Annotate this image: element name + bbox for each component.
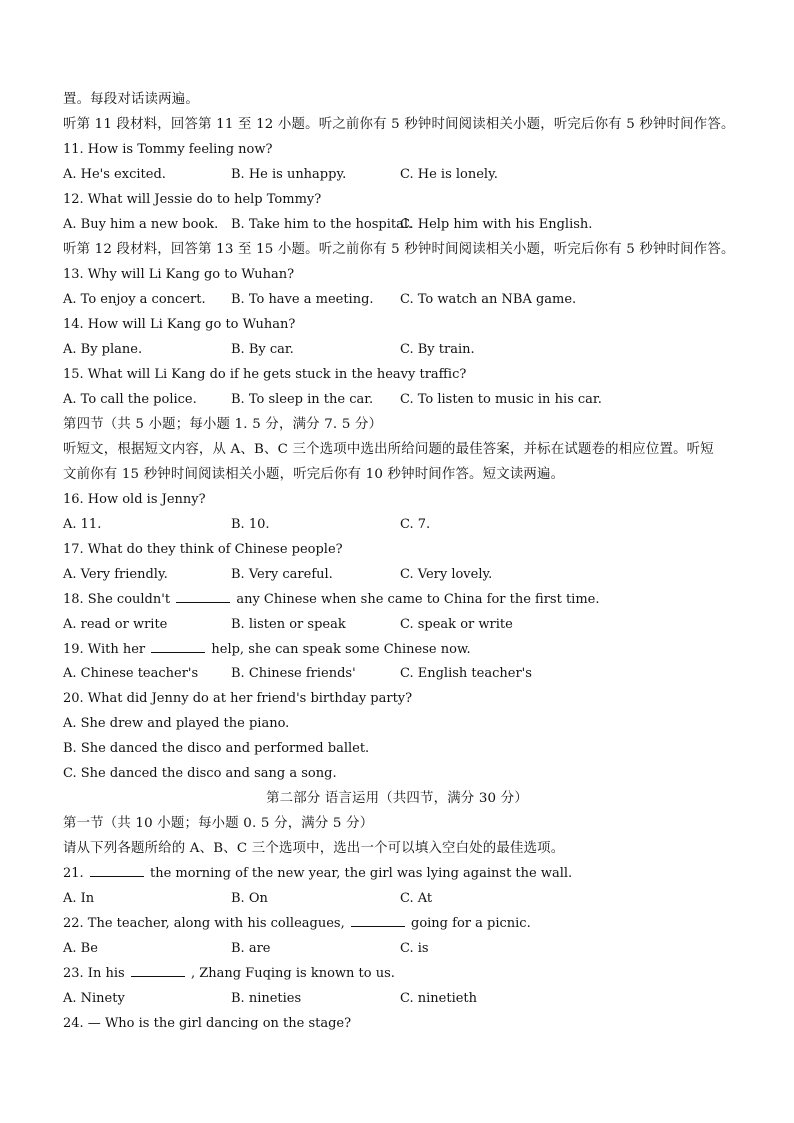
stem-text: any Chinese when she came to China for the first time. (236, 592, 600, 607)
option-c: C. To listen to music in his car. (400, 392, 602, 407)
option-b: B. To have a meeting. (231, 292, 374, 307)
stem-text: 18. She couldn't (63, 592, 171, 607)
question-stem: 24. — Who is the girl dancing on the stage? (63, 1016, 352, 1031)
option-b: B. 10. (231, 517, 270, 532)
question-stem: 11. How is Tommy feeling now? (63, 142, 273, 157)
instruction-line: 置。每段对话读两遍。 (63, 92, 199, 107)
option-c: C. At (400, 891, 433, 906)
stem-text: 21. (63, 866, 84, 881)
answer-blank (151, 640, 205, 653)
option-b: B. On (231, 891, 268, 906)
stem-text: 19. With her (63, 642, 146, 657)
question-stem (63, 589, 600, 611)
option-b: B. To sleep in the car. (231, 392, 374, 407)
stem-text: 22. The teacher, along with his colleagues, (63, 916, 345, 931)
option-c: C. To watch an NBA game. (400, 292, 577, 307)
option-c: C. Very lovely. (400, 567, 493, 582)
question-stem (63, 963, 395, 985)
question-stem: 16. How old is Jenny? (63, 492, 206, 507)
answer-blank (351, 914, 405, 927)
option-a: A. read or write (63, 617, 168, 632)
option-c: C. 7. (400, 517, 431, 532)
answer-blank (176, 590, 230, 603)
answer-blank (90, 864, 144, 877)
question-stem: 15. What will Li Kang do if he gets stuck in the heavy traffic? (63, 367, 467, 382)
option-a: A. Ninety (63, 991, 125, 1006)
option-b: B. Chinese friends' (231, 666, 356, 681)
option-a: A. Very friendly. (63, 567, 168, 582)
option-b: B. By car. (231, 342, 294, 357)
option-a: A. To call the police. (63, 392, 197, 407)
answer-blank (131, 964, 185, 977)
option-c: C. speak or write (400, 617, 513, 632)
stem-text: the morning of the new year, the girl was lying against the wall. (149, 866, 573, 881)
question-stem: 12. What will Jessie do to help Tommy? (63, 192, 322, 207)
part-heading: 第二部分 语言运用（共四节，满分 30 分） (266, 791, 528, 806)
instruction-line: 文前你有 15 秒钟时间阅读相关小题，听完后你有 10 秒钟时间作答。短文读两遍。 (63, 467, 565, 482)
question-stem: 14. How will Li Kang go to Wuhan? (63, 317, 296, 332)
option-b: B. listen or speak (231, 617, 346, 632)
option-a: A. Buy him a new book. (63, 217, 219, 232)
option-a: A. Chinese teacher's (63, 666, 199, 681)
section-heading: 第四节（共 5 小题；每小题 1. 5 分，满分 7. 5 分） (63, 417, 383, 432)
option-c: C. English teacher's (400, 666, 532, 681)
option-b: B. He is unhappy. (231, 167, 347, 182)
stem-text: going for a picnic. (411, 916, 531, 931)
question-stem (63, 863, 572, 885)
question-stem (63, 913, 531, 935)
option-a: A. She drew and played the piano. (63, 716, 290, 731)
instruction-line: 听第 12 段材料，回答第 13 至 15 小题。听之前你有 5 秒钟时间阅读相关小题，听完后你有 5 秒钟时间作答。 (63, 242, 735, 257)
option-c: C. is (400, 941, 429, 956)
question-stem: 17. What do they think of Chinese people? (63, 542, 343, 557)
question-stem (63, 639, 471, 661)
option-a: A. 11. (63, 517, 102, 532)
option-b: B. Take him to the hospital. (231, 217, 413, 232)
instruction-line: 听短文，根据短文内容，从 A、B、C 三个选项中选出所给问题的最佳答案，并标在试题卷的相应位置。听短 (63, 442, 714, 457)
stem-text: 23. In his (63, 966, 125, 981)
option-a: A. To enjoy a concert. (63, 292, 206, 307)
instruction-line: 听第 11 段材料，回答第 11 至 12 小题。听之前你有 5 秒钟时间阅读相关小题，听完后你有 5 秒钟时间作答。 (63, 117, 735, 132)
section-heading: 第一节（共 10 小题；每小题 0. 5 分，满分 5 分） (63, 816, 374, 831)
option-b: B. She danced the disco and performed ballet. (63, 741, 370, 756)
option-c: C. She danced the disco and sang a song. (63, 766, 337, 781)
question-stem: 13. Why will Li Kang go to Wuhan? (63, 267, 295, 282)
option-a: A. In (63, 891, 95, 906)
option-a: A. By plane. (63, 342, 143, 357)
question-stem: 20. What did Jenny do at her friend's birthday party? (63, 691, 413, 706)
option-b: B. nineties (231, 991, 302, 1006)
stem-text: help, she can speak some Chinese now. (211, 642, 471, 657)
option-c: C. He is lonely. (400, 167, 498, 182)
option-a: A. Be (63, 941, 98, 956)
stem-text: , Zhang Fuqing is known to us. (190, 966, 395, 981)
option-b: B. are (231, 941, 271, 956)
option-b: B. Very careful. (231, 567, 333, 582)
option-c: C. Help him with his English. (400, 217, 593, 232)
option-a: A. He's excited. (63, 167, 166, 182)
option-c: C. By train. (400, 342, 475, 357)
instruction-line: 请从下列各题所给的 A、B、C 三个选项中，选出一个可以填入空白处的最佳选项。 (63, 841, 565, 856)
option-c: C. ninetieth (400, 991, 478, 1006)
